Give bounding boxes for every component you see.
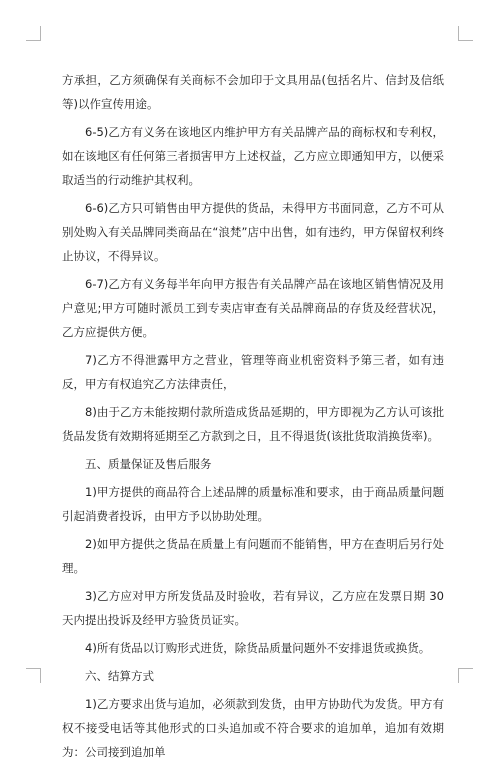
paragraph: 4)所有货品以订购形式进货，除货品质量问题外不安排退货或换货。	[85, 641, 431, 655]
crop-mark-bottom-left	[26, 668, 41, 683]
document-body	[62, 68, 444, 768]
paragraph: 7)乙方不得泄露甲方之营业，管理等商业机密资料予第三者，如有违反，甲方有权追究乙方法律责任，	[62, 353, 444, 391]
paragraph: 8)由于乙方未能按期付款所造成货品延期的，甲方即视为乙方认可该批货品发货有效期将延期至乙方款到之日，且不得退货(该批货取消换货率)。	[62, 405, 444, 443]
paragraph: 6-7)乙方有义务每半年向甲方报告有关品牌产品在该地区销售情况及用户意见;甲方可随时派员工到专卖店审查有关品牌商品的存货及经营状况，乙方应提供方便。	[62, 277, 444, 339]
paragraph: 1)乙方要求出货与追加，必须款到发货，由甲方协助代为发货。甲方有权不接受电话等其他形式的口头追加或不符合要求的追加单，追加有效期为：公司接到追加单	[62, 697, 444, 759]
crop-mark-bottom-right	[458, 668, 473, 683]
paragraph: 方承担，乙方须确保有关商标不会加印于文具用品(包括名片、信封及信纸等)以作宣传用途。	[62, 73, 444, 111]
paragraph: 6-6)乙方只可销售由甲方提供的货品，未得甲方书面同意，乙方不可从别处购入有关品牌同类商品在“浪梵”店中出售，如有违约，甲方保留权利终止协议，不得异议。	[62, 201, 444, 263]
section-heading: 六、结算方式	[85, 669, 154, 683]
crop-mark-top-right	[458, 26, 473, 41]
paragraph: 3)乙方应对甲方所发货品及时验收，若有异议，乙方应在发票日期 30 天内提出投诉及经甲方验货员证实。	[62, 589, 444, 627]
paragraph: 2)如甲方提供之货品在质量上有问题而不能销售，甲方在查明后另行处理。	[62, 537, 444, 575]
paragraph: 6-5)乙方有义务在该地区内维护甲方有关品牌产品的商标权和专利权，如在该地区有任何第三者损害甲方上述权益，乙方应立即通知甲方，以便采取适当的行动维护其权利。	[62, 125, 444, 187]
crop-mark-top-left	[26, 26, 41, 41]
paragraph: 1)甲方提供的商品符合上述品牌的质量标准和要求，由于商品质量问题引起消费者投诉，由甲方予以协助处理。	[62, 485, 444, 523]
section-heading: 五、质量保证及售后服务	[85, 457, 212, 471]
